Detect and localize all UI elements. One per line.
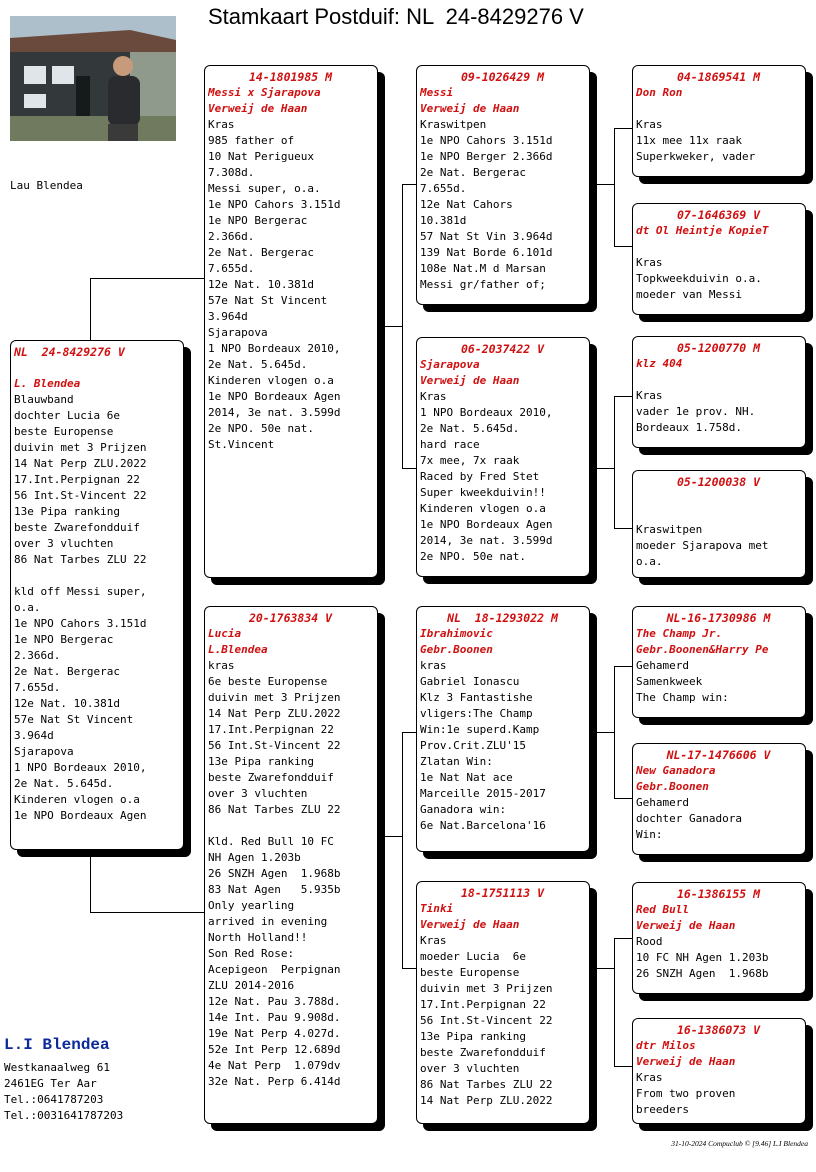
pigeon-name: Sjarapova [420,358,480,371]
pigeon-description: Kraswitpen 1e NPO Cahors 3.151d 1e NPO Berger 2.366d 2e Nat. Bergerac 7.655d. 12e Nat Cahors 10.381d 57 Nat St Vin 3.964d 139 Nat Borde 6.101d 108e Nat.M d Marsan Messi gr/father of; [420,118,553,291]
pigeon-name: dtr Milos [636,1039,696,1052]
pigeon-name: Tinki [420,902,454,915]
owner-short-name: Lau Blendea [10,179,83,192]
pigeon-card-fff[interactable] [632,65,806,177]
pigeon-card-ffm[interactable] [632,203,806,315]
owner-address-street: Westkanaalweg 61 [4,1061,110,1074]
pigeon-card-mother-father[interactable] [416,606,590,852]
pigeon-description: Kras moeder Lucia 6e beste Europense duivin met 3 Prijzen 17.Int.Perpignan 22 56 Int.St-Vincent 22 13e Pipa ranking beste Zwarefondduif over 3 vluchten 86 Nat Tarbes ZLU 22 14 Nat Perp ZLU.2022 [420,934,553,1107]
pigeon-name: dt Ol Heintje KopieT [636,224,769,237]
pigeon-card-father-father[interactable] [416,65,590,305]
owner-name: L.I Blendea [4,1036,110,1054]
ring-number: 09-1026429 M [460,70,545,84]
breeder-name: Verweij de Haan [208,102,308,115]
pigeon-description: Kras 11x mee 11x raak Superkweker, vader [636,118,756,163]
pigeon-name: Messi x Sjarapova [208,86,321,99]
breeder-name [636,101,801,117]
pigeon-description: Kraswitpen moeder Sjarapova met o.a. [636,523,769,568]
pigeon-description: Gehamerd dochter Ganadora Win: [636,796,742,841]
pigeon-description: Kras Topkweekduivin o.a. moeder van Messi [636,256,762,301]
breeder-name: Gebr.Boonen&Harry Pe [636,643,769,656]
pigeon-card-mff[interactable] [632,606,806,718]
pigeon-description: kras Gabriel Ionascu Klz 3 Fantastishe vligers:The Champ Win:1e superd.Kamp Prov.Crit.ZLU'15 Zlatan Win: 1e Nat Nat ace Marceille 2015-2017 Ganadora win: 6e Nat.Barcelona'16 [420,659,546,832]
pigeon-card-fmf[interactable] [632,336,806,448]
ring-number: 04-1869541 M [676,70,761,84]
breeder-name: Gebr.Boonen [636,780,709,793]
pigeon-card-mmm[interactable] [632,1018,806,1124]
breeder-name [636,506,801,522]
loft-photo [10,16,176,141]
pigeon-card-mother-mother[interactable] [416,881,590,1124]
pigeon-name: Lucia [208,627,242,640]
pigeon-description: Kras 985 father of 10 Nat Perigueux 7.308d. Messi super, o.a. 1e NPO Cahors 3.151d 1e NPO Bergerac 2.366d. 2e Nat. Bergerac 7.655d. 12e Nat. 10.381d 57e Nat St Vincent 3.964d Sjarapova 1 NPO Bordeaux 2010, 2e Nat. 5.645d. Kinderen vlogen o.a 1e NPO Bordeaux Agen 2014, 3e nat. 3.599d 2e NPO. 50e nat. St.Vincent [208,118,341,451]
pigeon-name [636,490,801,506]
pigeon-card-fmm[interactable] [632,470,806,578]
breeder-name: L.Blendea [208,643,268,656]
ring-number: 07-1646369 V [676,208,761,222]
owner-address-city: 2461EG Ter Aar [4,1077,97,1090]
pigeon-name: Red Bull [636,903,689,916]
pigeon-description: Blauwband dochter Lucia 6e beste Europense duivin met 3 Prijzen 14 Nat Perp ZLU.2022 17.Int.Perpignan 22 56 Int.St-Vincent 22 13e Pipa ranking beste Zwarefondduif over 3 vluchten 86 Nat Tarbes ZLU 22 kld off Messi super, o.a. 1e NPO Cahors 3.151d 1e NPO Bergerac 2.366d. 2e Nat. Bergerac 7.655d. 12e Nat. 10.381d 57e Nat St Vincent 3.964d Sjarapova 1 NPO Bordeaux 2010, 2e Nat. 5.645d. Kinderen vlogen o.a 1e NPO Bordeaux Agen [14,393,147,822]
owner-phone: Tel.:0641787203 [4,1093,104,1106]
ring-number: NL-17-1476606 V [666,748,771,762]
pigeon-card-mother[interactable] [204,606,378,1124]
breeder-name: Verweij de Haan [636,919,736,932]
ring-number: 05-1200770 M [676,341,761,355]
pigeon-card-father-mother[interactable] [416,337,590,577]
pigeon-description: Gehamerd Samenkweek The Champ win: [636,659,729,704]
ring-number: 16-1386073 V [676,1023,761,1037]
pigeon-description: kras 6e beste Europense duivin met 3 Prijzen 14 Nat Perp ZLU.2022 17.Int.Perpignan 22 56 Int.St-Vincent 22 13e Pipa ranking beste Zwarefondduif over 3 vluchten 86 Nat Tarbes ZLU 22 Kld. Red Bull 10 FC NH Agen 1.203b 26 SNZH Agen 1.968b 83 Nat Agen 5.935b Only yearling arrived in evening North Holland!! Son Red Rose: Acepigeon Perpignan ZLU 2014-2016 12e Nat. Pau 3.788d. 14e Int. Pau 9.908d. 19e Nat Perp 4.027d. 52e Int Perp 12.689d 4e Nat Perp 1.079dv 32e Nat. Perp 6.414d [208,659,341,1088]
breeder-name [636,372,801,388]
ring-number: 18-1751113 V [460,886,545,900]
ring-number: NL 24-8429276 V [14,345,125,359]
pigeon-name: Ibrahimovic [420,627,493,640]
ring-number: NL-16-1730986 M [666,611,771,625]
pigeon-card-father[interactable] [204,65,378,578]
pigeon-name [14,360,179,376]
pigeon-card-subject[interactable] [10,340,184,850]
breeder-name [636,239,801,255]
pigeon-name: New Ganadora [636,764,716,777]
ring-number: 20-1763834 V [248,611,333,625]
footer-credit: 31-10-2024 Compuclub © [9.46] L.I Blendea [671,1139,808,1148]
pigeon-card-mfm[interactable] [632,743,806,855]
pigeon-description: Kras 1 NPO Bordeaux 2010, 2e Nat. 5.645d. hard race 7x mee, 7x raak Raced by Fred Stet Super kweekduivin!! Kinderen vlogen o.a 1e NPO Bordeaux Agen 2014, 3e nat. 3.599d 2e NPO. 50e nat. [420,390,553,563]
breeder-name: Verweij de Haan [636,1055,736,1068]
page-title: Stamkaart Postduif: NL 24-8429276 V [208,4,584,29]
ring-number: 16-1386155 M [676,887,761,901]
ring-number: NL 18-1293022 M [447,611,558,625]
owner-phone-international: Tel.:0031641787203 [4,1109,124,1122]
pigeon-description: Kras vader 1e prov. NH. Bordeaux 1.758d. [636,389,756,434]
pigeon-name: Don Ron [636,86,683,99]
pigeon-name: The Champ Jr. [636,627,723,640]
pigeon-description: Rood 10 FC NH Agen 1.203b 26 SNZH Agen 1.968b [636,935,769,980]
ring-number: 06-2037422 V [460,342,545,356]
breeder-name: L. Blendea [14,377,81,390]
ring-number: 14-1801985 M [248,70,333,84]
pigeon-card-mmf[interactable] [632,882,806,994]
pigeon-description: Kras From two proven breeders [636,1071,736,1116]
breeder-name: Gebr.Boonen [420,643,493,656]
breeder-name: Verweij de Haan [420,918,520,931]
pigeon-name: Messi [420,86,454,99]
breeder-name: Verweij de Haan [420,374,520,387]
ring-number: 05-1200038 V [676,475,761,489]
breeder-name: Verweij de Haan [420,102,520,115]
pigeon-name: klz 404 [636,357,683,370]
